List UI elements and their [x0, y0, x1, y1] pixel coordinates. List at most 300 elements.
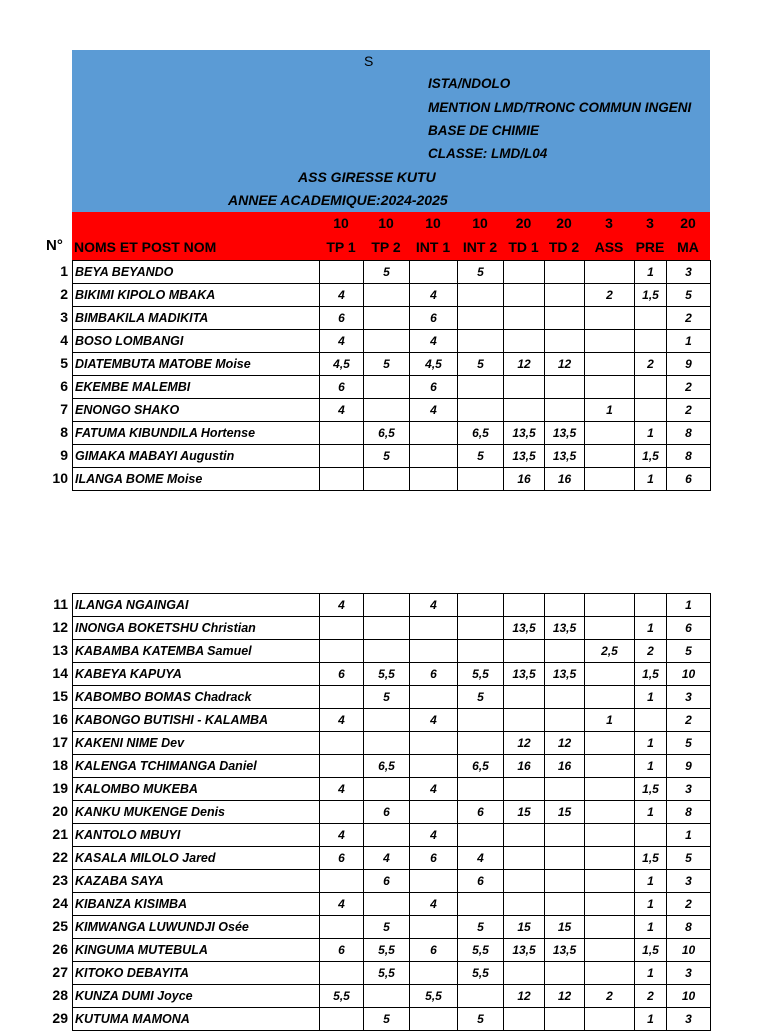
grade-cell-tp1: 4 — [320, 824, 364, 847]
grade-cell-td2 — [545, 330, 585, 353]
grade-cell-ma: 2 — [667, 307, 711, 330]
grade-cell-tp1 — [320, 1008, 364, 1031]
row-number: 3 — [60, 309, 68, 325]
grade-cell-ass — [585, 893, 635, 916]
grade-cell-int1 — [410, 732, 458, 755]
grade-cell-pre: 1 — [635, 893, 667, 916]
grade-cell-ass: 2 — [585, 985, 635, 1008]
grade-cell-td1: 16 — [504, 468, 545, 491]
grade-cell-int2: 5 — [458, 1008, 504, 1031]
grade-cell-td1 — [504, 376, 545, 399]
grade-cell-td2 — [545, 709, 585, 732]
grades-table-block-1 — [72, 260, 711, 491]
grade-cell-tp1 — [320, 422, 364, 445]
column-header-ma: MA — [677, 239, 699, 255]
grade-cell-int1: 6 — [410, 376, 458, 399]
grade-cell-ass: 1 — [585, 399, 635, 422]
grade-cell-int1: 4 — [410, 330, 458, 353]
table-row — [73, 445, 711, 468]
grade-cell-tp2: 5 — [364, 916, 410, 939]
grade-cell-pre: 2 — [635, 353, 667, 376]
grade-cell-tp2: 5 — [364, 1008, 410, 1031]
table-row — [73, 640, 711, 663]
institution-name: ISTA/NDOLO — [428, 76, 511, 91]
student-name: BEYA BEYANDO — [73, 261, 320, 284]
grade-cell-tp1 — [320, 261, 364, 284]
table-row — [73, 893, 711, 916]
grade-cell-int1: 4 — [410, 893, 458, 916]
grade-cell-pre: 1 — [635, 1008, 667, 1031]
column-header-int-2: INT 2 — [462, 239, 498, 255]
table-row — [73, 732, 711, 755]
grade-cell-td2 — [545, 284, 585, 307]
grade-cell-tp2 — [364, 284, 410, 307]
table-row — [73, 422, 711, 445]
grade-cell-tp2 — [364, 376, 410, 399]
column-header-band — [72, 212, 710, 260]
student-name: BOSO LOMBANGI — [73, 330, 320, 353]
row-number: 7 — [60, 401, 68, 417]
grade-cell-td1 — [504, 847, 545, 870]
grade-cell-ass — [585, 824, 635, 847]
row-number: 29 — [52, 1010, 68, 1026]
grade-cell-ass — [585, 939, 635, 962]
grade-cell-int1: 6 — [410, 939, 458, 962]
column-header-td-1: TD 1 — [508, 239, 539, 255]
grade-cell-ma: 10 — [667, 663, 711, 686]
student-name: GIMAKA MABAYI Augustin — [73, 445, 320, 468]
student-name: KITOKO DEBAYITA — [73, 962, 320, 985]
grade-cell-td2 — [545, 376, 585, 399]
row-number: 24 — [52, 895, 68, 911]
grade-cell-int1: 6 — [410, 663, 458, 686]
grade-cell-td1 — [504, 1008, 545, 1031]
grade-cell-pre — [635, 330, 667, 353]
table-row — [73, 663, 711, 686]
grade-cell-tp1: 6 — [320, 663, 364, 686]
row-number: 6 — [60, 378, 68, 394]
column-max-td-1: 20 — [515, 215, 532, 231]
grade-cell-tp1: 6 — [320, 847, 364, 870]
grade-cell-tp1 — [320, 916, 364, 939]
column-max-tp-1: 10 — [333, 215, 349, 231]
grade-cell-td1 — [504, 261, 545, 284]
header-s-mark: S — [364, 53, 374, 69]
grade-cell-int2 — [458, 468, 504, 491]
grade-cell-pre: 1,5 — [635, 445, 667, 468]
grade-cell-ass — [585, 755, 635, 778]
number-column-header: N° — [46, 237, 63, 254]
grade-cell-ma: 8 — [667, 801, 711, 824]
grade-cell-pre: 1 — [635, 422, 667, 445]
grade-cell-ma: 5 — [667, 640, 711, 663]
grade-cell-td2 — [545, 594, 585, 617]
student-name: KALENGA TCHIMANGA Daniel — [73, 755, 320, 778]
table-row — [73, 468, 711, 491]
grade-cell-ass — [585, 663, 635, 686]
grade-cell-td2: 15 — [545, 801, 585, 824]
grade-cell-td1: 12 — [504, 985, 545, 1008]
student-name: FATUMA KIBUNDILA Hortense — [73, 422, 320, 445]
grade-cell-ass: 1 — [585, 709, 635, 732]
grade-cell-int1 — [410, 640, 458, 663]
grade-cell-ass — [585, 617, 635, 640]
grade-cell-tp2: 4 — [364, 847, 410, 870]
row-number: 16 — [52, 711, 68, 727]
grade-cell-ma: 5 — [667, 284, 711, 307]
column-max-int-1: 10 — [425, 215, 441, 231]
grade-cell-tp1: 4 — [320, 893, 364, 916]
table-row — [73, 686, 711, 709]
grade-cell-tp1: 4 — [320, 330, 364, 353]
row-number: 26 — [52, 941, 68, 957]
grade-cell-tp1: 6 — [320, 376, 364, 399]
grade-cell-td2 — [545, 962, 585, 985]
grade-cell-tp1 — [320, 617, 364, 640]
grade-cell-ass — [585, 330, 635, 353]
grade-cell-int1: 6 — [410, 307, 458, 330]
table-row — [73, 399, 711, 422]
row-number: 19 — [52, 780, 68, 796]
grade-cell-pre — [635, 824, 667, 847]
grade-cell-td2 — [545, 778, 585, 801]
grade-cell-ass: 2,5 — [585, 640, 635, 663]
grade-cell-tp2 — [364, 985, 410, 1008]
grade-cell-tp2: 5 — [364, 261, 410, 284]
table-row — [73, 847, 711, 870]
grade-cell-ma: 10 — [667, 939, 711, 962]
row-number: 27 — [52, 964, 68, 980]
grade-cell-pre: 1 — [635, 468, 667, 491]
grade-cell-ma: 3 — [667, 261, 711, 284]
column-header-tp-1: TP 1 — [326, 239, 356, 255]
grade-cell-td2 — [545, 1008, 585, 1031]
grade-cell-int1: 4 — [410, 594, 458, 617]
student-name: BIKIMI KIPOLO MBAKA — [73, 284, 320, 307]
grade-cell-td1: 16 — [504, 755, 545, 778]
column-max-pre: 3 — [646, 215, 654, 231]
grade-cell-int2 — [458, 640, 504, 663]
row-number: 22 — [52, 849, 68, 865]
table-row — [73, 376, 711, 399]
grade-cell-td2 — [545, 824, 585, 847]
row-number: 28 — [52, 987, 68, 1003]
table-row — [73, 916, 711, 939]
grade-cell-int2 — [458, 594, 504, 617]
student-name: ILANGA NGAINGAI — [73, 594, 320, 617]
grade-cell-ma: 10 — [667, 985, 711, 1008]
grades-table-block-2 — [72, 593, 711, 1031]
grade-cell-tp2: 6 — [364, 801, 410, 824]
grade-cell-tp2: 5 — [364, 353, 410, 376]
row-number: 13 — [52, 642, 68, 658]
row-number: 9 — [60, 447, 68, 463]
grade-cell-td2: 16 — [545, 755, 585, 778]
table-row — [73, 939, 711, 962]
grade-cell-pre — [635, 376, 667, 399]
student-name: KAZABA SAYA — [73, 870, 320, 893]
grade-cell-ma: 2 — [667, 893, 711, 916]
grade-cell-int2: 5,5 — [458, 962, 504, 985]
grade-cell-tp2 — [364, 617, 410, 640]
grade-cell-td1: 13,5 — [504, 663, 545, 686]
table-row — [73, 778, 711, 801]
grade-cell-pre — [635, 399, 667, 422]
student-name: ENONGO SHAKO — [73, 399, 320, 422]
student-name: EKEMBE MALEMBI — [73, 376, 320, 399]
grade-cell-td2: 13,5 — [545, 663, 585, 686]
table-row — [73, 307, 711, 330]
row-number: 18 — [52, 757, 68, 773]
grade-cell-int2: 5,5 — [458, 663, 504, 686]
grade-cell-td2 — [545, 893, 585, 916]
row-number: 23 — [52, 872, 68, 888]
grade-cell-pre: 1,5 — [635, 778, 667, 801]
student-name: INONGA BOKETSHU Christian — [73, 617, 320, 640]
grade-cell-ma: 3 — [667, 1008, 711, 1031]
grade-cell-td1 — [504, 640, 545, 663]
grade-cell-pre: 1 — [635, 870, 667, 893]
grade-cell-tp2: 6,5 — [364, 422, 410, 445]
grade-cell-td1 — [504, 893, 545, 916]
grade-cell-int1 — [410, 962, 458, 985]
grade-cell-ma: 2 — [667, 399, 711, 422]
grade-cell-ma: 3 — [667, 686, 711, 709]
student-name: KABOMBO BOMAS Chadrack — [73, 686, 320, 709]
grade-cell-tp2 — [364, 778, 410, 801]
grade-cell-int1: 4 — [410, 284, 458, 307]
grade-cell-td1 — [504, 778, 545, 801]
row-number: 21 — [52, 826, 68, 842]
grade-cell-pre: 1,5 — [635, 284, 667, 307]
grade-cell-int1 — [410, 422, 458, 445]
table-row — [73, 617, 711, 640]
grade-cell-pre: 1 — [635, 617, 667, 640]
grade-cell-td2: 12 — [545, 732, 585, 755]
grade-cell-tp1: 6 — [320, 939, 364, 962]
student-name: ILANGA BOME Moise — [73, 468, 320, 491]
row-number: 17 — [52, 734, 68, 750]
grade-cell-tp2: 5 — [364, 445, 410, 468]
grade-cell-td1: 12 — [504, 353, 545, 376]
table-row — [73, 1008, 711, 1031]
grade-cell-td1: 13,5 — [504, 939, 545, 962]
grade-cell-ma: 5 — [667, 732, 711, 755]
grade-cell-ass — [585, 801, 635, 824]
student-name: BIMBAKILA MADIKITA — [73, 307, 320, 330]
grade-cell-tp2 — [364, 824, 410, 847]
grade-cell-tp2: 6,5 — [364, 755, 410, 778]
grade-cell-td1: 15 — [504, 916, 545, 939]
student-name: KANTOLO MBUYI — [73, 824, 320, 847]
grade-cell-tp1: 4 — [320, 778, 364, 801]
grade-cell-int1 — [410, 1008, 458, 1031]
student-name: KINGUMA MUTEBULA — [73, 939, 320, 962]
grade-cell-int2 — [458, 617, 504, 640]
grade-cell-tp2: 5,5 — [364, 962, 410, 985]
table-row — [73, 709, 711, 732]
grade-cell-td2 — [545, 686, 585, 709]
assistant-name: ASS GIRESSE KUTU — [298, 169, 436, 185]
grade-cell-int1: 4 — [410, 709, 458, 732]
table-row — [73, 801, 711, 824]
grade-cell-ass — [585, 594, 635, 617]
grade-cell-tp1 — [320, 640, 364, 663]
column-max-td-2: 20 — [556, 215, 572, 231]
grade-cell-int1 — [410, 755, 458, 778]
grade-cell-pre: 1 — [635, 732, 667, 755]
grade-cell-tp1: 4 — [320, 594, 364, 617]
grade-cell-tp2 — [364, 330, 410, 353]
grade-cell-td1: 12 — [504, 732, 545, 755]
grade-cell-td2 — [545, 640, 585, 663]
grade-cell-tp2 — [364, 399, 410, 422]
table-row — [73, 824, 711, 847]
row-number: 12 — [52, 619, 68, 635]
grade-cell-ass: 2 — [585, 284, 635, 307]
column-header-int-1: INT 1 — [415, 239, 451, 255]
grade-cell-tp2 — [364, 307, 410, 330]
course-name: BASE DE CHIMIE — [428, 123, 540, 138]
grade-cell-int2 — [458, 985, 504, 1008]
grade-cell-tp1: 4 — [320, 399, 364, 422]
grade-cell-int1 — [410, 468, 458, 491]
grade-cell-td1: 13,5 — [504, 422, 545, 445]
grade-cell-tp1 — [320, 732, 364, 755]
grade-cell-int2: 5,5 — [458, 939, 504, 962]
grade-cell-ma: 6 — [667, 617, 711, 640]
grade-cell-ma: 2 — [667, 376, 711, 399]
grade-cell-pre: 1,5 — [635, 939, 667, 962]
grade-cell-int2 — [458, 732, 504, 755]
grade-cell-td1 — [504, 594, 545, 617]
column-header-tp-2: TP 2 — [371, 239, 401, 255]
grade-cell-ass — [585, 870, 635, 893]
grade-cell-ma: 6 — [667, 468, 711, 491]
grade-cell-int1 — [410, 445, 458, 468]
grade-cell-pre: 1 — [635, 686, 667, 709]
grade-cell-pre: 1,5 — [635, 663, 667, 686]
grade-cell-int2: 5 — [458, 445, 504, 468]
grade-cell-ass — [585, 847, 635, 870]
grade-cell-int1: 5,5 — [410, 985, 458, 1008]
grade-cell-td2 — [545, 307, 585, 330]
student-name: KAKENI NIME Dev — [73, 732, 320, 755]
mention-line: MENTION LMD/TRONC COMMUN INGENI — [428, 100, 692, 115]
grade-cell-td2 — [545, 261, 585, 284]
column-max-tp-2: 10 — [378, 215, 394, 231]
grade-cell-tp1 — [320, 755, 364, 778]
grade-cell-int1 — [410, 801, 458, 824]
table-row — [73, 261, 711, 284]
grade-cell-ass — [585, 916, 635, 939]
table-row — [73, 353, 711, 376]
row-number: 5 — [60, 355, 68, 371]
grade-cell-int1: 4,5 — [410, 353, 458, 376]
grade-cell-ass — [585, 422, 635, 445]
grade-cell-ass — [585, 445, 635, 468]
grade-cell-td2: 12 — [545, 985, 585, 1008]
grade-cell-td1: 13,5 — [504, 445, 545, 468]
student-name: KASALA MILOLO Jared — [73, 847, 320, 870]
grade-cell-td2 — [545, 870, 585, 893]
grade-cell-td2 — [545, 847, 585, 870]
grade-cell-td2: 13,5 — [545, 939, 585, 962]
grade-cell-ma: 8 — [667, 916, 711, 939]
row-number: 1 — [60, 263, 68, 279]
column-max-ass: 3 — [605, 215, 613, 231]
grade-cell-int2 — [458, 330, 504, 353]
grade-cell-int2: 5 — [458, 686, 504, 709]
grade-cell-pre: 2 — [635, 985, 667, 1008]
grade-cell-td2: 13,5 — [545, 617, 585, 640]
grade-cell-pre: 1,5 — [635, 847, 667, 870]
grade-cell-pre: 1 — [635, 801, 667, 824]
table-row — [73, 755, 711, 778]
grade-cell-int2: 6,5 — [458, 422, 504, 445]
grade-cell-pre: 1 — [635, 916, 667, 939]
column-max-int-2: 10 — [472, 215, 488, 231]
grade-cell-pre — [635, 709, 667, 732]
grade-cell-tp2 — [364, 594, 410, 617]
student-name: KANKU MUKENGE Denis — [73, 801, 320, 824]
grade-cell-ass — [585, 307, 635, 330]
student-name: KABEYA KAPUYA — [73, 663, 320, 686]
class-name: CLASSE: LMD/L04 — [428, 146, 548, 161]
grade-cell-ma: 8 — [667, 445, 711, 468]
student-name: KALOMBO MUKEBA — [73, 778, 320, 801]
grade-cell-ass — [585, 261, 635, 284]
row-number: 25 — [52, 918, 68, 934]
grade-cell-tp2: 6 — [364, 870, 410, 893]
grade-cell-td2: 13,5 — [545, 422, 585, 445]
grade-cell-td1 — [504, 307, 545, 330]
grade-cell-pre — [635, 594, 667, 617]
grade-cell-ass — [585, 686, 635, 709]
grade-cell-int2: 4 — [458, 847, 504, 870]
grade-cell-int1 — [410, 261, 458, 284]
grade-cell-ma: 3 — [667, 778, 711, 801]
grade-cell-int2: 5 — [458, 353, 504, 376]
grade-cell-ass — [585, 468, 635, 491]
row-number: 2 — [60, 286, 68, 302]
grade-cell-ass — [585, 732, 635, 755]
grade-cell-tp1 — [320, 962, 364, 985]
grade-cell-int2 — [458, 376, 504, 399]
column-header-ass: ASS — [594, 239, 624, 255]
grade-cell-tp1: 4 — [320, 709, 364, 732]
student-name: KIMWANGA LUWUNDJI Osée — [73, 916, 320, 939]
grade-cell-pre: 1 — [635, 962, 667, 985]
grade-cell-int2: 5 — [458, 261, 504, 284]
grade-cell-int2 — [458, 824, 504, 847]
grade-cell-ass — [585, 1008, 635, 1031]
grade-cell-int2 — [458, 399, 504, 422]
grade-cell-int2: 6 — [458, 870, 504, 893]
row-number: 10 — [52, 470, 68, 486]
grade-cell-td1 — [504, 870, 545, 893]
table-row — [73, 594, 711, 617]
table-row — [73, 284, 711, 307]
grade-cell-tp1: 4 — [320, 284, 364, 307]
grade-cell-td2 — [545, 399, 585, 422]
grade-cell-ass — [585, 376, 635, 399]
grade-cell-pre: 2 — [635, 640, 667, 663]
grade-cell-tp2: 5 — [364, 686, 410, 709]
grade-cell-ass — [585, 353, 635, 376]
grade-cell-ma: 1 — [667, 824, 711, 847]
sheet-header — [72, 50, 710, 212]
